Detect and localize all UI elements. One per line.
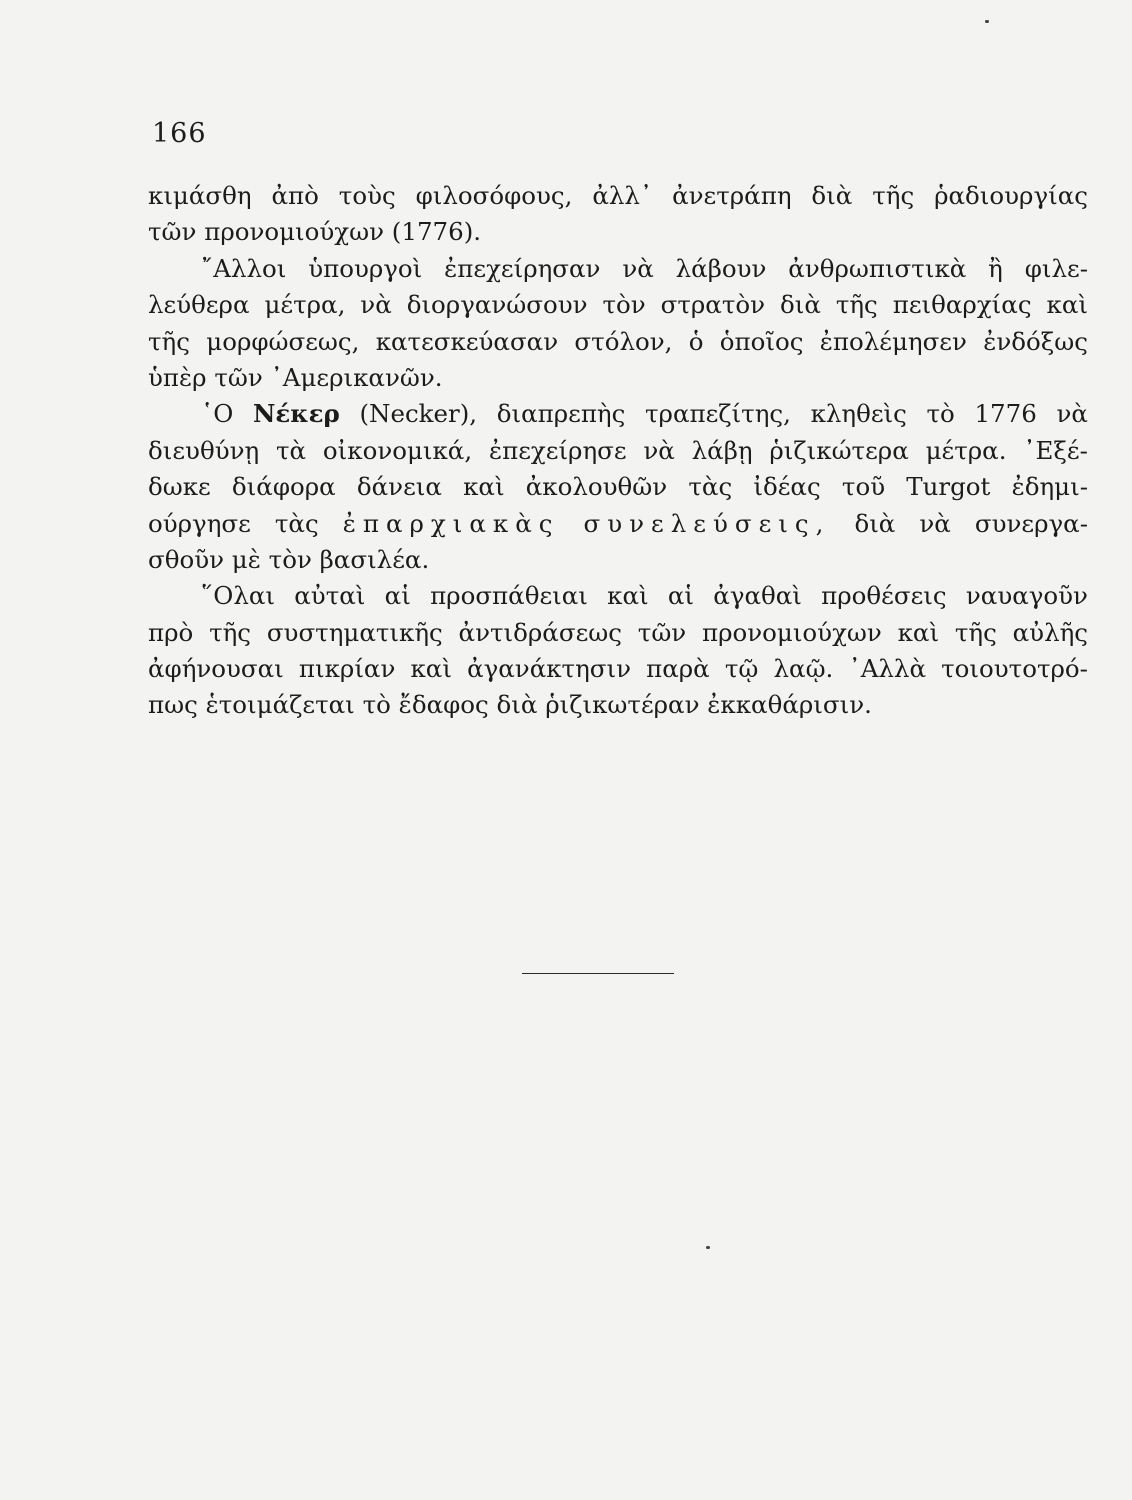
scan-speck <box>706 1246 710 1249</box>
emphasis-spaced: συνελεύσεις, <box>583 508 831 538</box>
text-line: κιμάσθη ἀπὸ τοὺς φιλοσόφους, ἀλλ᾽ ἀνετράπη διὰ τῆς ῥαδιουργίας <box>148 181 1088 210</box>
text-line: δωκε διάφορα δάνεια καὶ ἀκολουθῶν τὰς ἰδέας τοῦ Turgot ἐδημι- <box>148 472 1088 502</box>
text-line: ῾Ο Νέκερ (Necker), διαπρεπὴς τραπεζίτης, κληθεὶς τὸ 1776 νὰ <box>148 396 1088 432</box>
text-line: ῞Ολαι αὐταὶ αἱ προσπάθειαι καὶ αἱ ἀγαθαὶ προθέσεις ναυαγοῦν <box>201 581 1088 611</box>
text-line: λεύθερα μέτρα, νὰ διοργανώσουν τὸν στρατὸν διὰ τῆς πειθαρχίας καὶ <box>148 290 1088 320</box>
text-line: σθοῦν μὲ τὸν βασιλέα. <box>148 544 430 574</box>
text-line: ἀφήνουσαι πικρίαν καὶ ἀγανάκτησιν παρὰ τῷ λαῷ. ᾽Αλλὰ τοιουτοτρό- <box>148 654 1088 684</box>
text-line: ὑπὲρ τῶν ᾽Αμερικανῶν. <box>148 362 443 392</box>
page-number: 166 <box>152 118 207 149</box>
text-line: τῆς μορφώσεως, κατεσκεύασαν στόλον, ὁ ὁποῖος ἐπολέμησεν ἐνδόξως <box>148 326 1088 356</box>
emphasis-spaced: ἐπαρχιακὰς <box>342 508 560 538</box>
text-line: πως ἑτοιμάζεται τὸ ἔδαφος διὰ ῥιζικωτέραν ἐκκαθάρισιν. <box>148 690 872 720</box>
text-line: ούργησε τὰς ἐπαρχιακὰς συνελεύσεις, διὰ νὰ συνεργα- <box>148 506 1088 542</box>
text-line: ῎Αλλοι ὑπουργοὶ ἐπεχείρησαν νὰ λάβουν ἀνθρωπιστικὰ ἢ φιλε- <box>201 253 1088 283</box>
text-line: διευθύνῃ τὰ οἰκονομικά, ἐπεχείρησε νὰ λάβῃ ῥιζικώτερα μέτρα. ᾽Εξέ- <box>148 435 1088 465</box>
section-divider <box>522 973 674 974</box>
text-line: τῶν προνομιούχων (1776). <box>148 217 482 247</box>
name-necker: Νέκερ <box>252 399 340 429</box>
text-line: πρὸ τῆς συστηματικῆς ἀντιδράσεως τῶν προνομιούχων καὶ τῆς αὐλῆς <box>148 617 1088 647</box>
body-text <box>148 178 1088 724</box>
scan-speck <box>985 20 989 23</box>
